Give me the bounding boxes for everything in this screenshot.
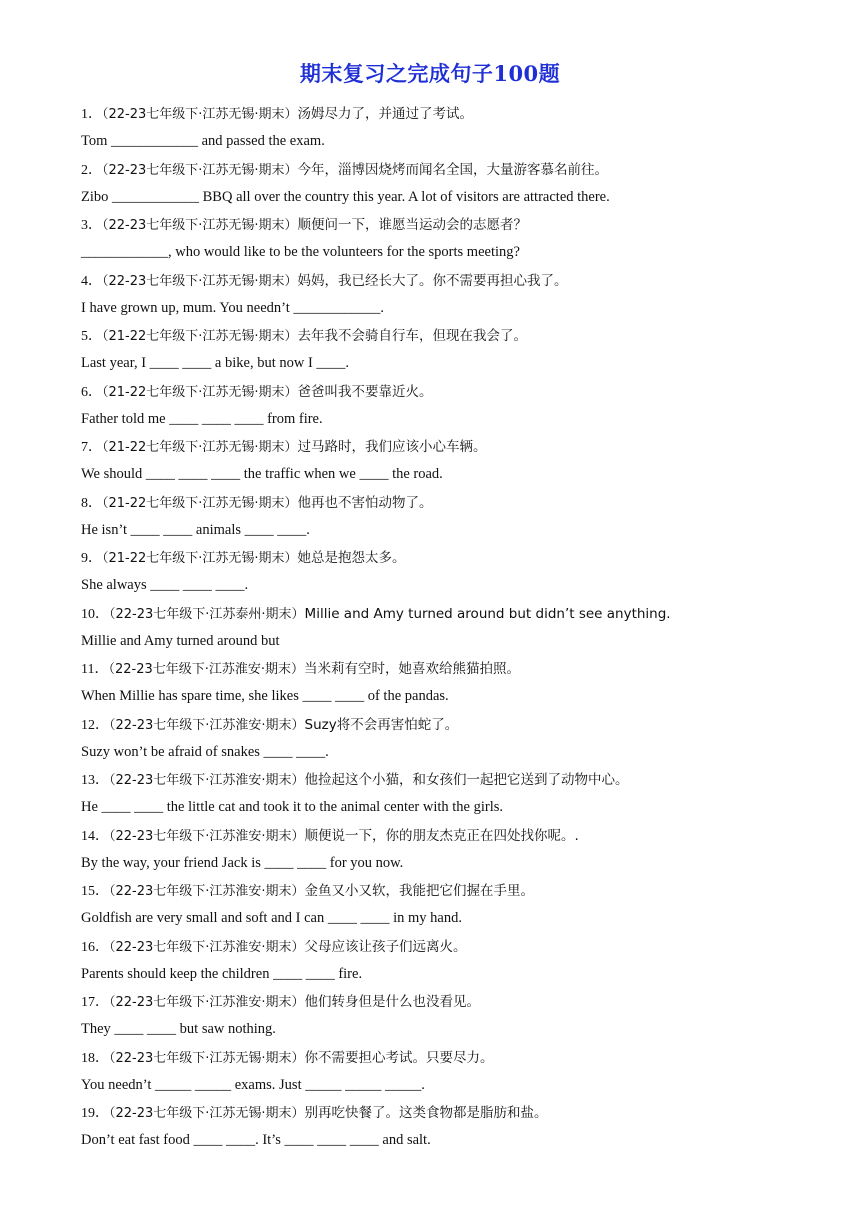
question-chinese-text: 他捡起这个小猫，和女孩们一起把它送到了动物中心。 — [304, 772, 629, 788]
question-item — [81, 489, 821, 545]
question-chinese-text: Millie and Amy turned around but didn’t see anything. — [304, 605, 671, 622]
question-item — [81, 988, 821, 1044]
question-number: 15． — [81, 884, 109, 899]
answer-sentence: ____________, who would like to be the volunteers for the sports meeting? — [81, 244, 520, 260]
question-list — [81, 100, 821, 1155]
answer-sentence: We should ____ ____ ____ the traffic when we ____ the road. — [81, 466, 443, 482]
question-item — [81, 267, 821, 323]
answer-sentence: She always ____ ____ ____. — [81, 577, 249, 593]
question-chinese-text: 爸爸叫我不要靠近火。 — [297, 383, 433, 400]
answer-sentence: Tom ____________ and passed the exam. — [81, 133, 325, 149]
answer-sentence: You needn’t _____ _____ exams. Just _____ _____ _____. — [81, 1076, 425, 1093]
question-source: （21-22七年级下·江苏无锡·期末） — [102, 329, 298, 344]
question-item — [81, 322, 821, 378]
question-source: （22-23七年级下·江苏淮安·期末） — [109, 939, 305, 955]
question-number: 6． — [81, 384, 102, 400]
question-number: 18． — [81, 1050, 109, 1066]
question-chinese-text: 金鱼又小又软，我能把它们握在手里。 — [304, 883, 535, 899]
question-prompt — [81, 766, 821, 794]
question-source: （22-23七年级下·江苏无锡·期末） — [102, 162, 298, 178]
answer-sentence: By the way, your friend Jack is ____ ____ for you now. — [81, 854, 404, 871]
question-source: （22-23七年级下·江苏淮安·期末） — [109, 828, 305, 844]
answer-sentence: Last year, I ____ ____ a bike, but now I ____. — [81, 355, 350, 371]
question-number: 4． — [81, 273, 102, 289]
answer-sentence: They ____ ____ but saw nothing. — [81, 1021, 276, 1037]
question-source: （22-23七年级下·江苏淮安·期末） — [109, 995, 305, 1010]
question-item — [81, 711, 821, 767]
question-prompt — [81, 655, 821, 683]
question-prompt — [81, 988, 821, 1016]
question-item — [81, 877, 821, 933]
answer-sentence: Father told me ____ ____ ____ from fire. — [81, 410, 323, 427]
question-number: 3． — [81, 218, 102, 233]
question-prompt — [81, 1044, 821, 1072]
question-chinese-text: 顺便问一下，谁愿当运动会的志愿者？ — [297, 217, 528, 233]
question-prompt — [81, 822, 821, 850]
question-source: （22-23七年级下·江苏无锡·期末） — [109, 1050, 305, 1066]
question-prompt — [81, 711, 821, 739]
question-number: 13． — [81, 773, 109, 788]
question-prompt — [81, 433, 821, 461]
question-chinese-text: 当米莉有空时，她喜欢给熊猫拍照。 — [304, 661, 521, 677]
question-number: 16． — [81, 939, 109, 955]
question-item — [81, 433, 821, 489]
question-source: （22-23七年级下·江苏淮安·期末） — [109, 773, 305, 788]
question-chinese-text: 今年，淄博因烧烤而闻名全国，大量游客慕名前往。 — [297, 161, 609, 178]
answer-sentence: Don’t eat fast food ____ ____. It’s ____ ____ ____ and salt. — [81, 1132, 431, 1148]
question-item — [81, 100, 821, 156]
question-number: 10． — [81, 606, 109, 622]
question-source: （22-23七年级下·江苏泰州·期末） — [109, 606, 305, 622]
question-number: 14． — [81, 828, 109, 844]
question-source: （22-23七年级下·江苏无锡·期末） — [102, 273, 298, 289]
question-number: 12． — [81, 717, 109, 733]
question-item — [81, 822, 821, 878]
question-source: （22-23七年级下·江苏淮安·期末） — [109, 884, 305, 899]
question-prompt — [81, 267, 821, 295]
question-prompt — [81, 156, 821, 184]
answer-sentence: Suzy won’t be afraid of snakes ____ ____. — [81, 743, 329, 760]
question-chinese-text: 过马路时，我们应该小心车辆。 — [297, 439, 487, 455]
question-chinese-text: 父母应该让孩子们远离火。 — [304, 938, 467, 955]
question-item — [81, 766, 821, 822]
answer-sentence: When Millie has spare time, she likes ____ ____ of the pandas. — [81, 688, 449, 704]
question-number: 11． — [81, 662, 109, 677]
question-item — [81, 600, 821, 656]
question-source: （22-23七年级下·江苏淮安·期末） — [108, 662, 305, 677]
question-chinese-text: 你不需要担心考试。只要尽力。 — [304, 1049, 494, 1066]
question-source: （21-22七年级下·江苏无锡·期末） — [102, 440, 298, 455]
answer-sentence: Millie and Amy turned around but — [81, 632, 280, 649]
answer-sentence: Parents should keep the children ____ ____ fire. — [81, 965, 363, 982]
question-number: 1． — [81, 107, 102, 122]
question-number: 2． — [81, 162, 102, 178]
question-number: 8． — [81, 495, 102, 511]
question-prompt — [81, 489, 821, 517]
question-number: 17． — [81, 995, 109, 1010]
question-chinese-text: 她总是抱怨太多。 — [297, 550, 406, 566]
question-prompt — [81, 544, 821, 572]
question-prompt — [81, 100, 821, 128]
question-chinese-text: 去年我不会骑自行车，但现在我会了。 — [297, 328, 528, 344]
question-source: （21-22七年级下·江苏无锡·期末） — [102, 384, 298, 400]
question-item — [81, 1099, 821, 1155]
question-source: （21-22七年级下·江苏无锡·期末） — [102, 551, 298, 566]
question-item — [81, 933, 821, 989]
question-prompt — [81, 1099, 821, 1127]
question-prompt — [81, 211, 821, 239]
question-item — [81, 211, 821, 267]
question-source: （22-23七年级下·江苏无锡·期末） — [102, 107, 298, 122]
question-chinese-text: 顺便说一下，你的朋友杰克正在四处找你呢。. — [304, 827, 579, 844]
answer-sentence: He isn’t ____ ____ animals ____ ____. — [81, 521, 310, 538]
question-chinese-text: Suzy将不会再害怕蛇了。 — [304, 716, 459, 733]
question-source: （21-22七年级下·江苏无锡·期末） — [102, 495, 298, 511]
question-prompt — [81, 378, 821, 406]
question-prompt — [81, 877, 821, 905]
question-prompt — [81, 322, 821, 350]
question-prompt — [81, 600, 821, 628]
answer-sentence: Goldfish are very small and soft and I can ____ ____ in my hand. — [81, 910, 462, 926]
question-number: 9． — [81, 551, 102, 566]
question-item — [81, 378, 821, 434]
question-source: （22-23七年级下·江苏无锡·期末） — [102, 218, 298, 233]
question-chinese-text: 妈妈，我已经长大了。你不需要再担心我了。 — [297, 272, 568, 289]
question-number: 5． — [81, 329, 102, 344]
question-prompt — [81, 933, 821, 961]
question-item — [81, 655, 821, 711]
question-source: （22-23七年级下·江苏淮安·期末） — [109, 717, 305, 733]
question-number: 19． — [81, 1106, 109, 1121]
question-item — [81, 1044, 821, 1100]
answer-sentence: I have grown up, mum. You needn’t ____________. — [81, 299, 385, 316]
answer-sentence: He ____ ____ the little cat and took it to the animal center with the girls. — [81, 799, 504, 815]
question-chinese-text: 他再也不害怕动物了。 — [297, 494, 433, 511]
question-source: （22-23七年级下·江苏无锡·期末） — [109, 1106, 305, 1121]
answer-sentence: Zibo ____________ BBQ all over the country this year. A lot of visitors are attracted there. — [81, 188, 610, 205]
question-number: 7． — [81, 440, 102, 455]
page-title: 期末复习之完成句子100题 — [299, 61, 561, 86]
question-item — [81, 156, 821, 212]
question-item — [81, 544, 821, 600]
question-chinese-text: 别再吃快餐了。这类食物都是脂肪和盐。 — [304, 1105, 548, 1121]
question-chinese-text: 汤姆尽力了，并通过了考试。 — [297, 106, 474, 122]
question-chinese-text: 他们转身但是什么也没看见。 — [304, 994, 481, 1010]
